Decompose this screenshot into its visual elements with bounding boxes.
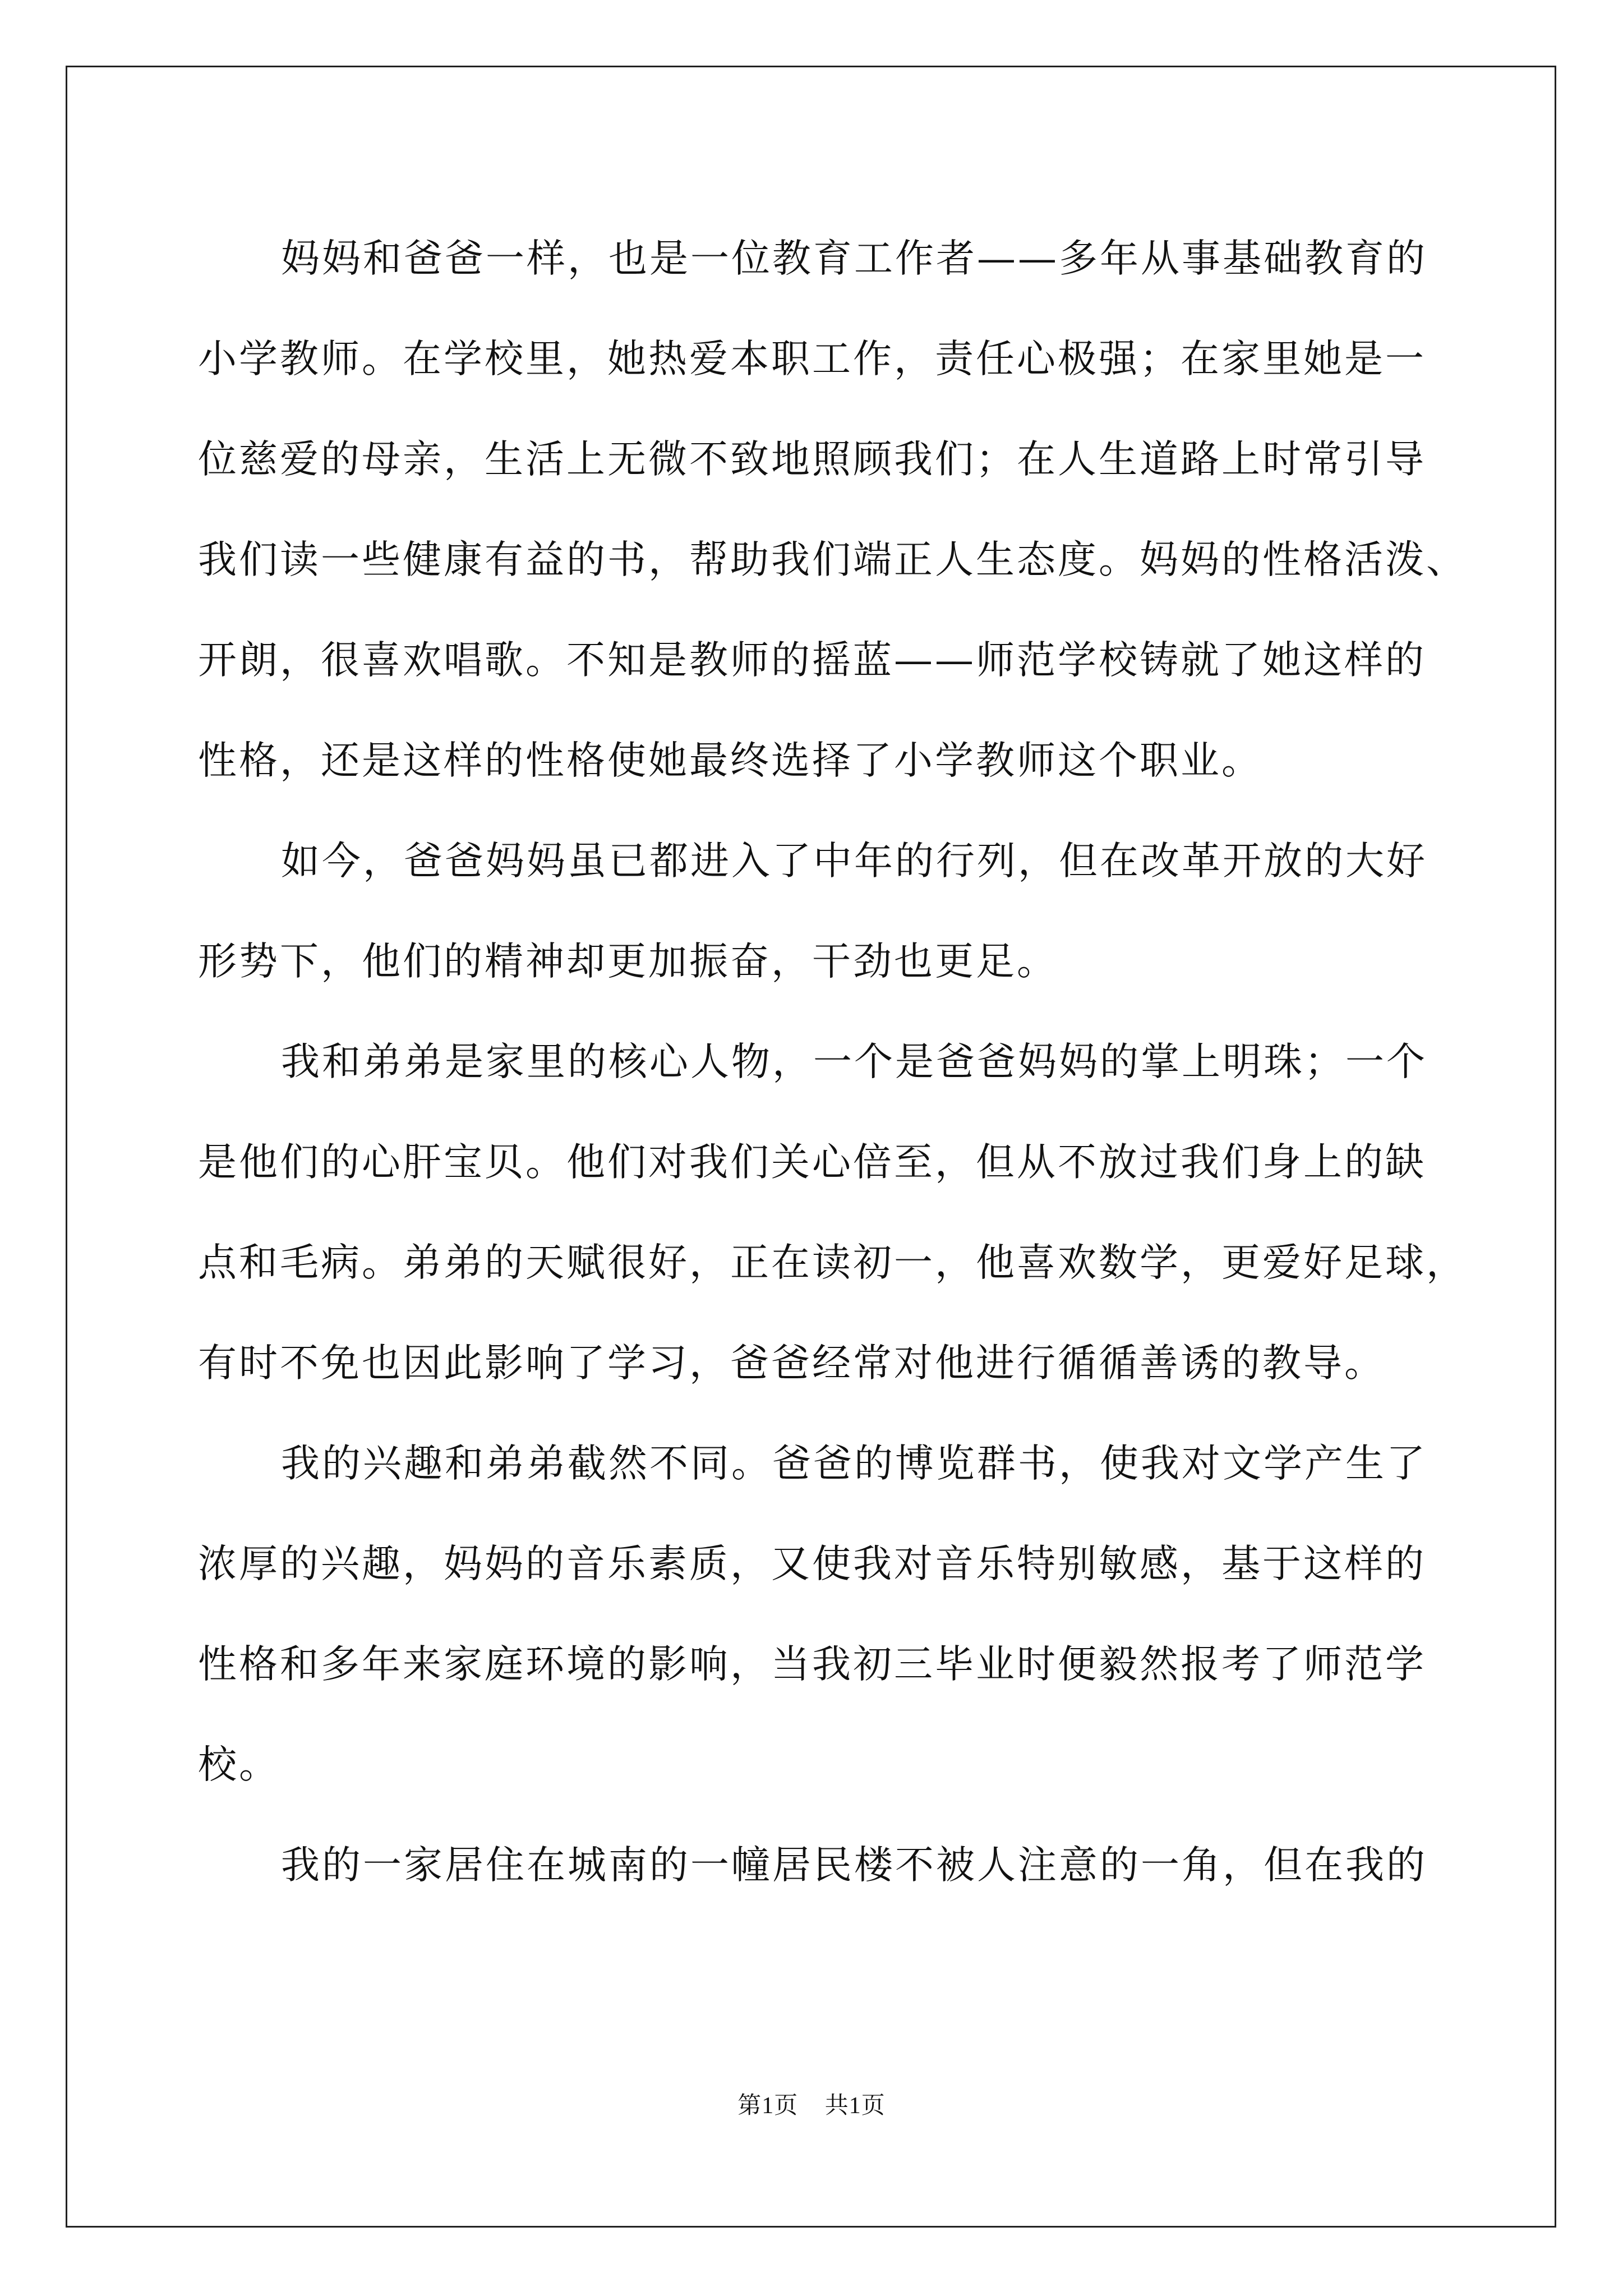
text-line: 开朗，很喜欢唱歌。不知是教师的摇蓝——师范学校铸就了她这样的: [198, 638, 1426, 683]
text-line: 我和弟弟是家里的核心人物，一个是爸爸妈妈的掌上明珠；一个: [281, 1039, 1427, 1084]
document-body: [198, 209, 1467, 1916]
text-line: 位慈爱的母亲，生活上无微不致地照顾我们；在人生道路上时常引导: [198, 437, 1426, 482]
text-line: 性格，还是这样的性格使她最终选择了小学教师这个职业。: [198, 738, 1262, 783]
text-line: 形势下，他们的精神却更加振奋，干劲也更足。: [198, 939, 1058, 984]
text-line: 点和毛病。弟弟的天赋很好，正在读初一，他喜欢数学，更爱好足球，: [198, 1240, 1467, 1285]
page-number: 第1页: [737, 2093, 799, 2119]
text-line: 小学教师。在学校里，她热爱本职工作，责任心极强；在家里她是一: [198, 337, 1426, 381]
text-line: 浓厚的兴趣，妈妈的音乐素质，又使我对音乐特别敏感，基于这样的: [198, 1542, 1426, 1586]
text-line: 是他们的心肝宝贝。他们对我们关心倍至，但从不放过我们身上的缺: [198, 1140, 1426, 1185]
page-total: 共1页: [824, 2093, 886, 2119]
text-line: 如今，爸爸妈妈虽已都进入了中年的行列，但在改革开放的大好: [281, 839, 1427, 884]
text-line: 我们读一些健康有益的书，帮助我们端正人生态度。妈妈的性格活泼、: [198, 537, 1467, 582]
text-line: 校。: [198, 1742, 280, 1787]
text-line: 我的一家居住在城南的一幢居民楼不被人注意的一角，但在我的: [281, 1843, 1427, 1888]
page-footer: [0, 2087, 1623, 2120]
text-line: 性格和多年来家庭环境的影响，当我初三毕业时便毅然报考了师范学: [198, 1642, 1426, 1687]
text-line: 有时不免也因此影响了学习，爸爸经常对他进行循循善诱的教导。: [198, 1341, 1385, 1386]
text-line: 我的兴趣和弟弟截然不同。爸爸的博览群书，使我对文学产生了: [281, 1441, 1427, 1486]
text-line: 妈妈和爸爸一样，也是一位教育工作者——多年从事基础教育的: [281, 236, 1427, 281]
